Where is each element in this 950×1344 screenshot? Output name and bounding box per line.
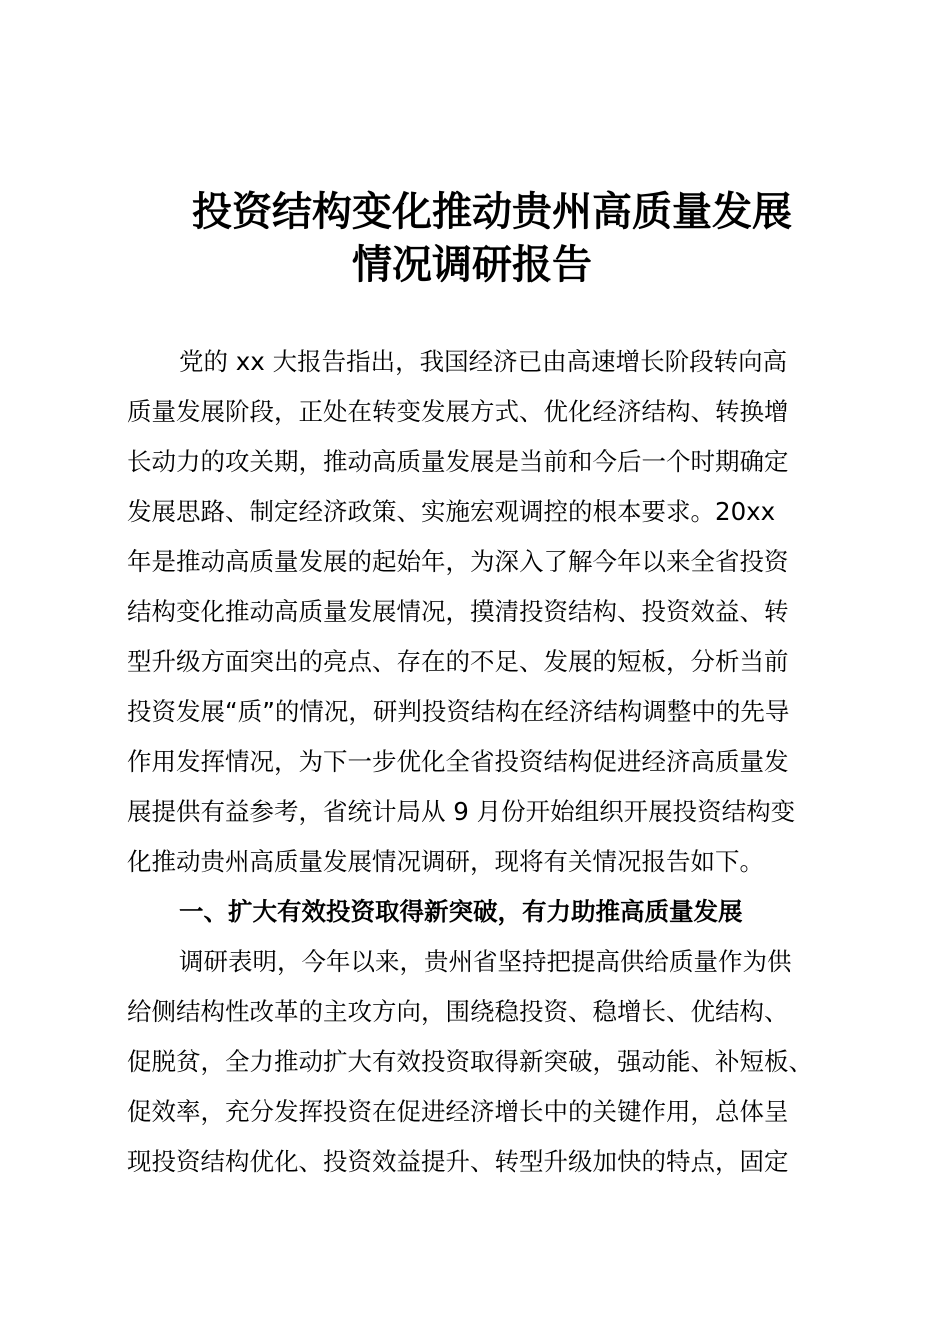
section-paragraph-line: 促脱贫，全力推动扩大有效投资取得新突破，强动能、补短板、 (127, 1047, 813, 1076)
intro-paragraph-line: 长动力的攻关期，推动高质量发展是当前和今后一个时期确定 (127, 447, 789, 476)
section-paragraph-line: 给侧结构性改革的主攻方向，围绕稳投资、稳增长、优结构、 (127, 997, 789, 1026)
section-heading: 一、扩大有效投资取得新突破，有力助推高质量发展 (179, 897, 743, 926)
intro-paragraph-line: 发展思路、制定经济政策、实施宏观调控的根本要求。20xx (127, 497, 776, 526)
intro-paragraph-line: 结构变化推动高质量发展情况，摸清投资结构、投资效益、转 (127, 597, 789, 626)
document-title-line-1: 投资结构变化推动贵州高质量发展 (192, 189, 792, 235)
intro-paragraph-line: 展提供有益参考，省统计局从 9 月份开始组织开展投资结构变 (127, 797, 796, 826)
section-paragraph-line: 现投资结构优化、投资效益提升、转型升级加快的特点，固定 (127, 1147, 789, 1176)
section-paragraph-line: 促效率，充分发挥投资在促进经济增长中的关键作用，总体呈 (127, 1097, 789, 1126)
intro-paragraph-line: 型升级方面突出的亮点、存在的不足、发展的短板，分析当前 (127, 647, 789, 676)
intro-paragraph-line: 化推动贵州高质量发展情况调研，现将有关情况报告如下。 (127, 847, 764, 876)
intro-paragraph-line: 质量发展阶段，正处在转变发展方式、优化经济结构、转换增 (127, 397, 789, 426)
intro-paragraph-line: 党的 xx 大报告指出，我国经济已由高速增长阶段转向高 (179, 347, 788, 376)
document-title-line-2: 情况调研报告 (352, 242, 592, 288)
section-paragraph-line: 调研表明，今年以来，贵州省坚持把提高供给质量作为供 (179, 947, 792, 976)
intro-paragraph-line: 年是推动高质量发展的起始年，为深入了解今年以来全省投资 (127, 547, 789, 576)
intro-paragraph-line: 投资发展“质”的情况，研判投资结构在经济结构调整中的先导 (127, 697, 790, 726)
intro-paragraph-line: 作用发挥情况，为下一步优化全省投资结构促进经济高质量发 (127, 747, 789, 776)
